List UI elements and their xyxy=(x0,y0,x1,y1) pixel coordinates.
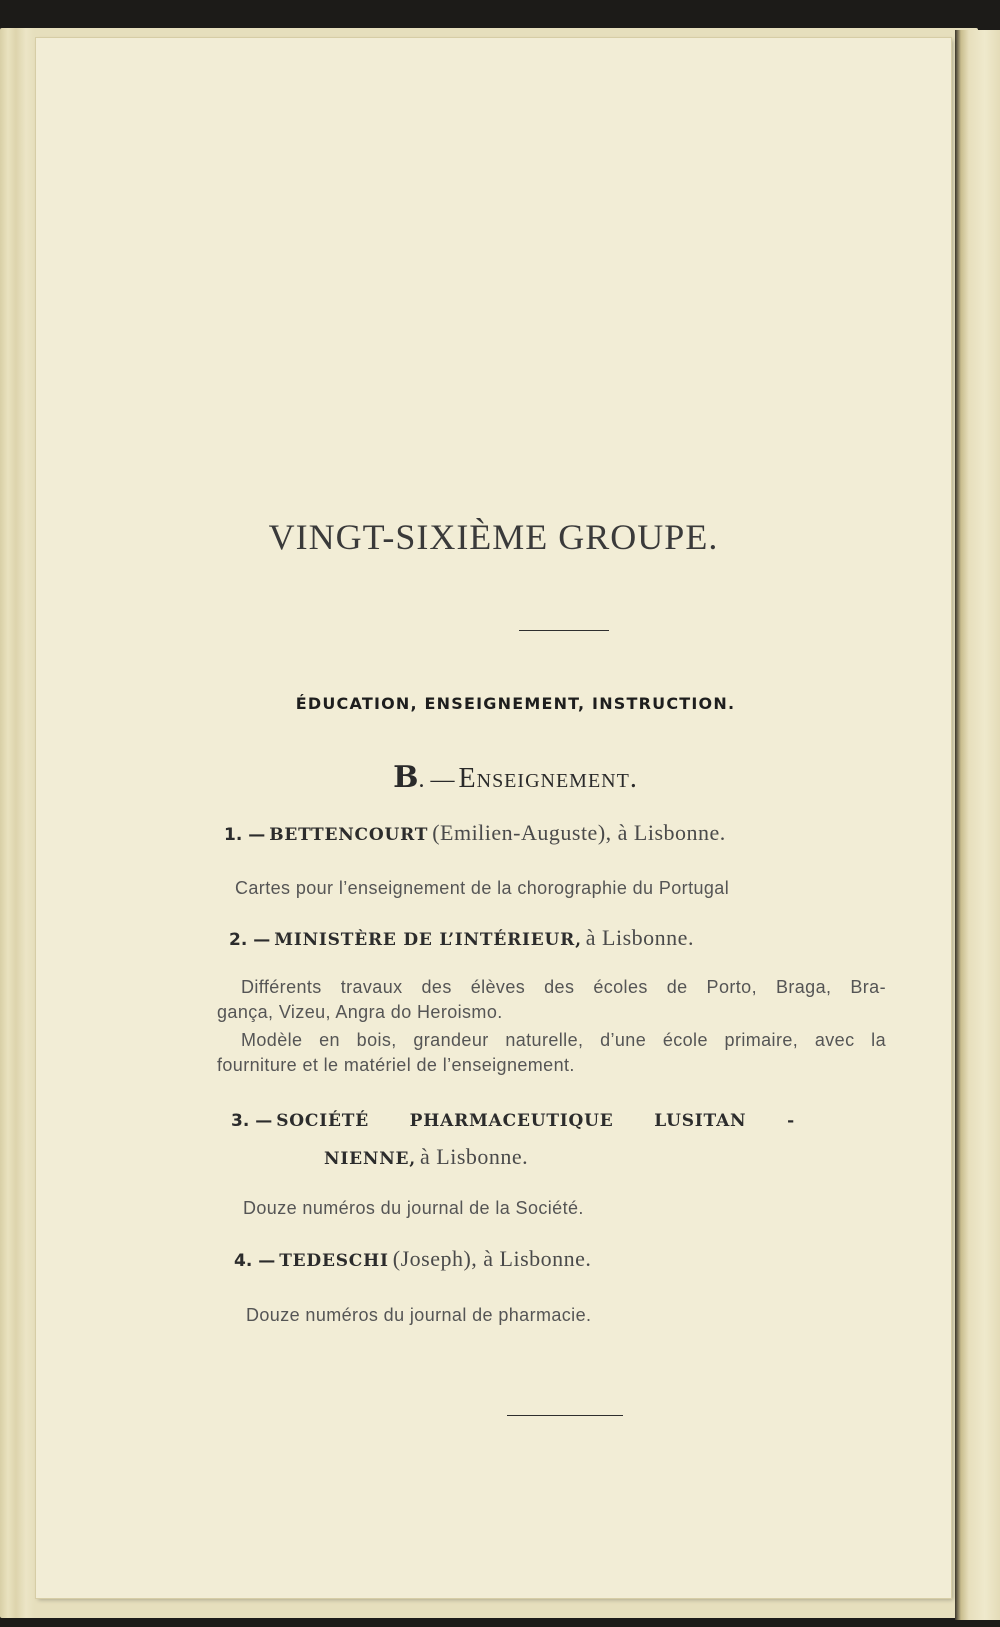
entry-3-heading-continued xyxy=(324,1144,1000,1170)
entry-2-description-line: Différents travaux des élèves des écoles de Porto, Braga, Bra- xyxy=(241,977,886,997)
entry-number: 4. — xyxy=(234,1251,276,1271)
entry-2-description-line: Modèle en bois, grandeur naturelle, d’une école primaire, avec la xyxy=(241,1030,886,1050)
entry-name: TEDESCHI xyxy=(279,1251,389,1271)
next-page-edge xyxy=(955,30,1000,1620)
subsection-heading xyxy=(36,760,951,795)
subsection-title: Enseignement. xyxy=(458,763,638,794)
entry-1-description: Cartes pour l’enseignement de la chorographie du Portugal xyxy=(235,878,730,898)
entry-2-description-line: fourniture et le matériel de l’enseignement. xyxy=(217,1055,575,1075)
entry-3-heading xyxy=(231,1111,911,1131)
closing-rule xyxy=(507,1415,623,1416)
entry-number: 1. — xyxy=(224,825,266,845)
entry-2-description-line: gança, Vizeu, Angra do Heroismo. xyxy=(217,1002,503,1022)
entry-number: 2. — xyxy=(229,930,271,950)
subsection-letter: B xyxy=(393,760,419,795)
entry-4-description: Douze numéros du journal de pharmacie. xyxy=(246,1305,592,1325)
entry-4-heading xyxy=(234,1246,914,1272)
subsection-separator: . — xyxy=(418,767,455,793)
page-content xyxy=(36,38,951,1598)
entry-name: BETTENCOURT xyxy=(269,825,429,845)
entry-1-heading xyxy=(224,820,904,846)
entry-location: à Lisbonne. xyxy=(420,1144,529,1169)
section-heading: ÉDUCATION, ENSEIGNEMENT, INSTRUCTION. xyxy=(295,694,736,713)
group-title: VINGT-SIXIÈME GROUPE. xyxy=(268,517,719,557)
entry-location: à Lisbonne. xyxy=(585,925,694,950)
entry-name: MINISTÈRE DE L’INTÉRIEUR, xyxy=(274,930,582,950)
entry-number: 3. — xyxy=(231,1111,273,1131)
entry-name-continued: NIENNE, xyxy=(324,1149,417,1169)
book-page xyxy=(36,38,951,1598)
title-rule xyxy=(519,630,609,631)
entry-3-description: Douze numéros du journal de la Société. xyxy=(243,1198,584,1218)
entry-name: SOCIÉTÉ PHARMACEUTIQUE LUSITAN - xyxy=(276,1111,795,1131)
entry-2-heading xyxy=(229,925,909,951)
entry-location: (Emilien-Auguste), à Lisbonne. xyxy=(432,820,726,845)
entry-location: (Joseph), à Lisbonne. xyxy=(392,1246,592,1271)
